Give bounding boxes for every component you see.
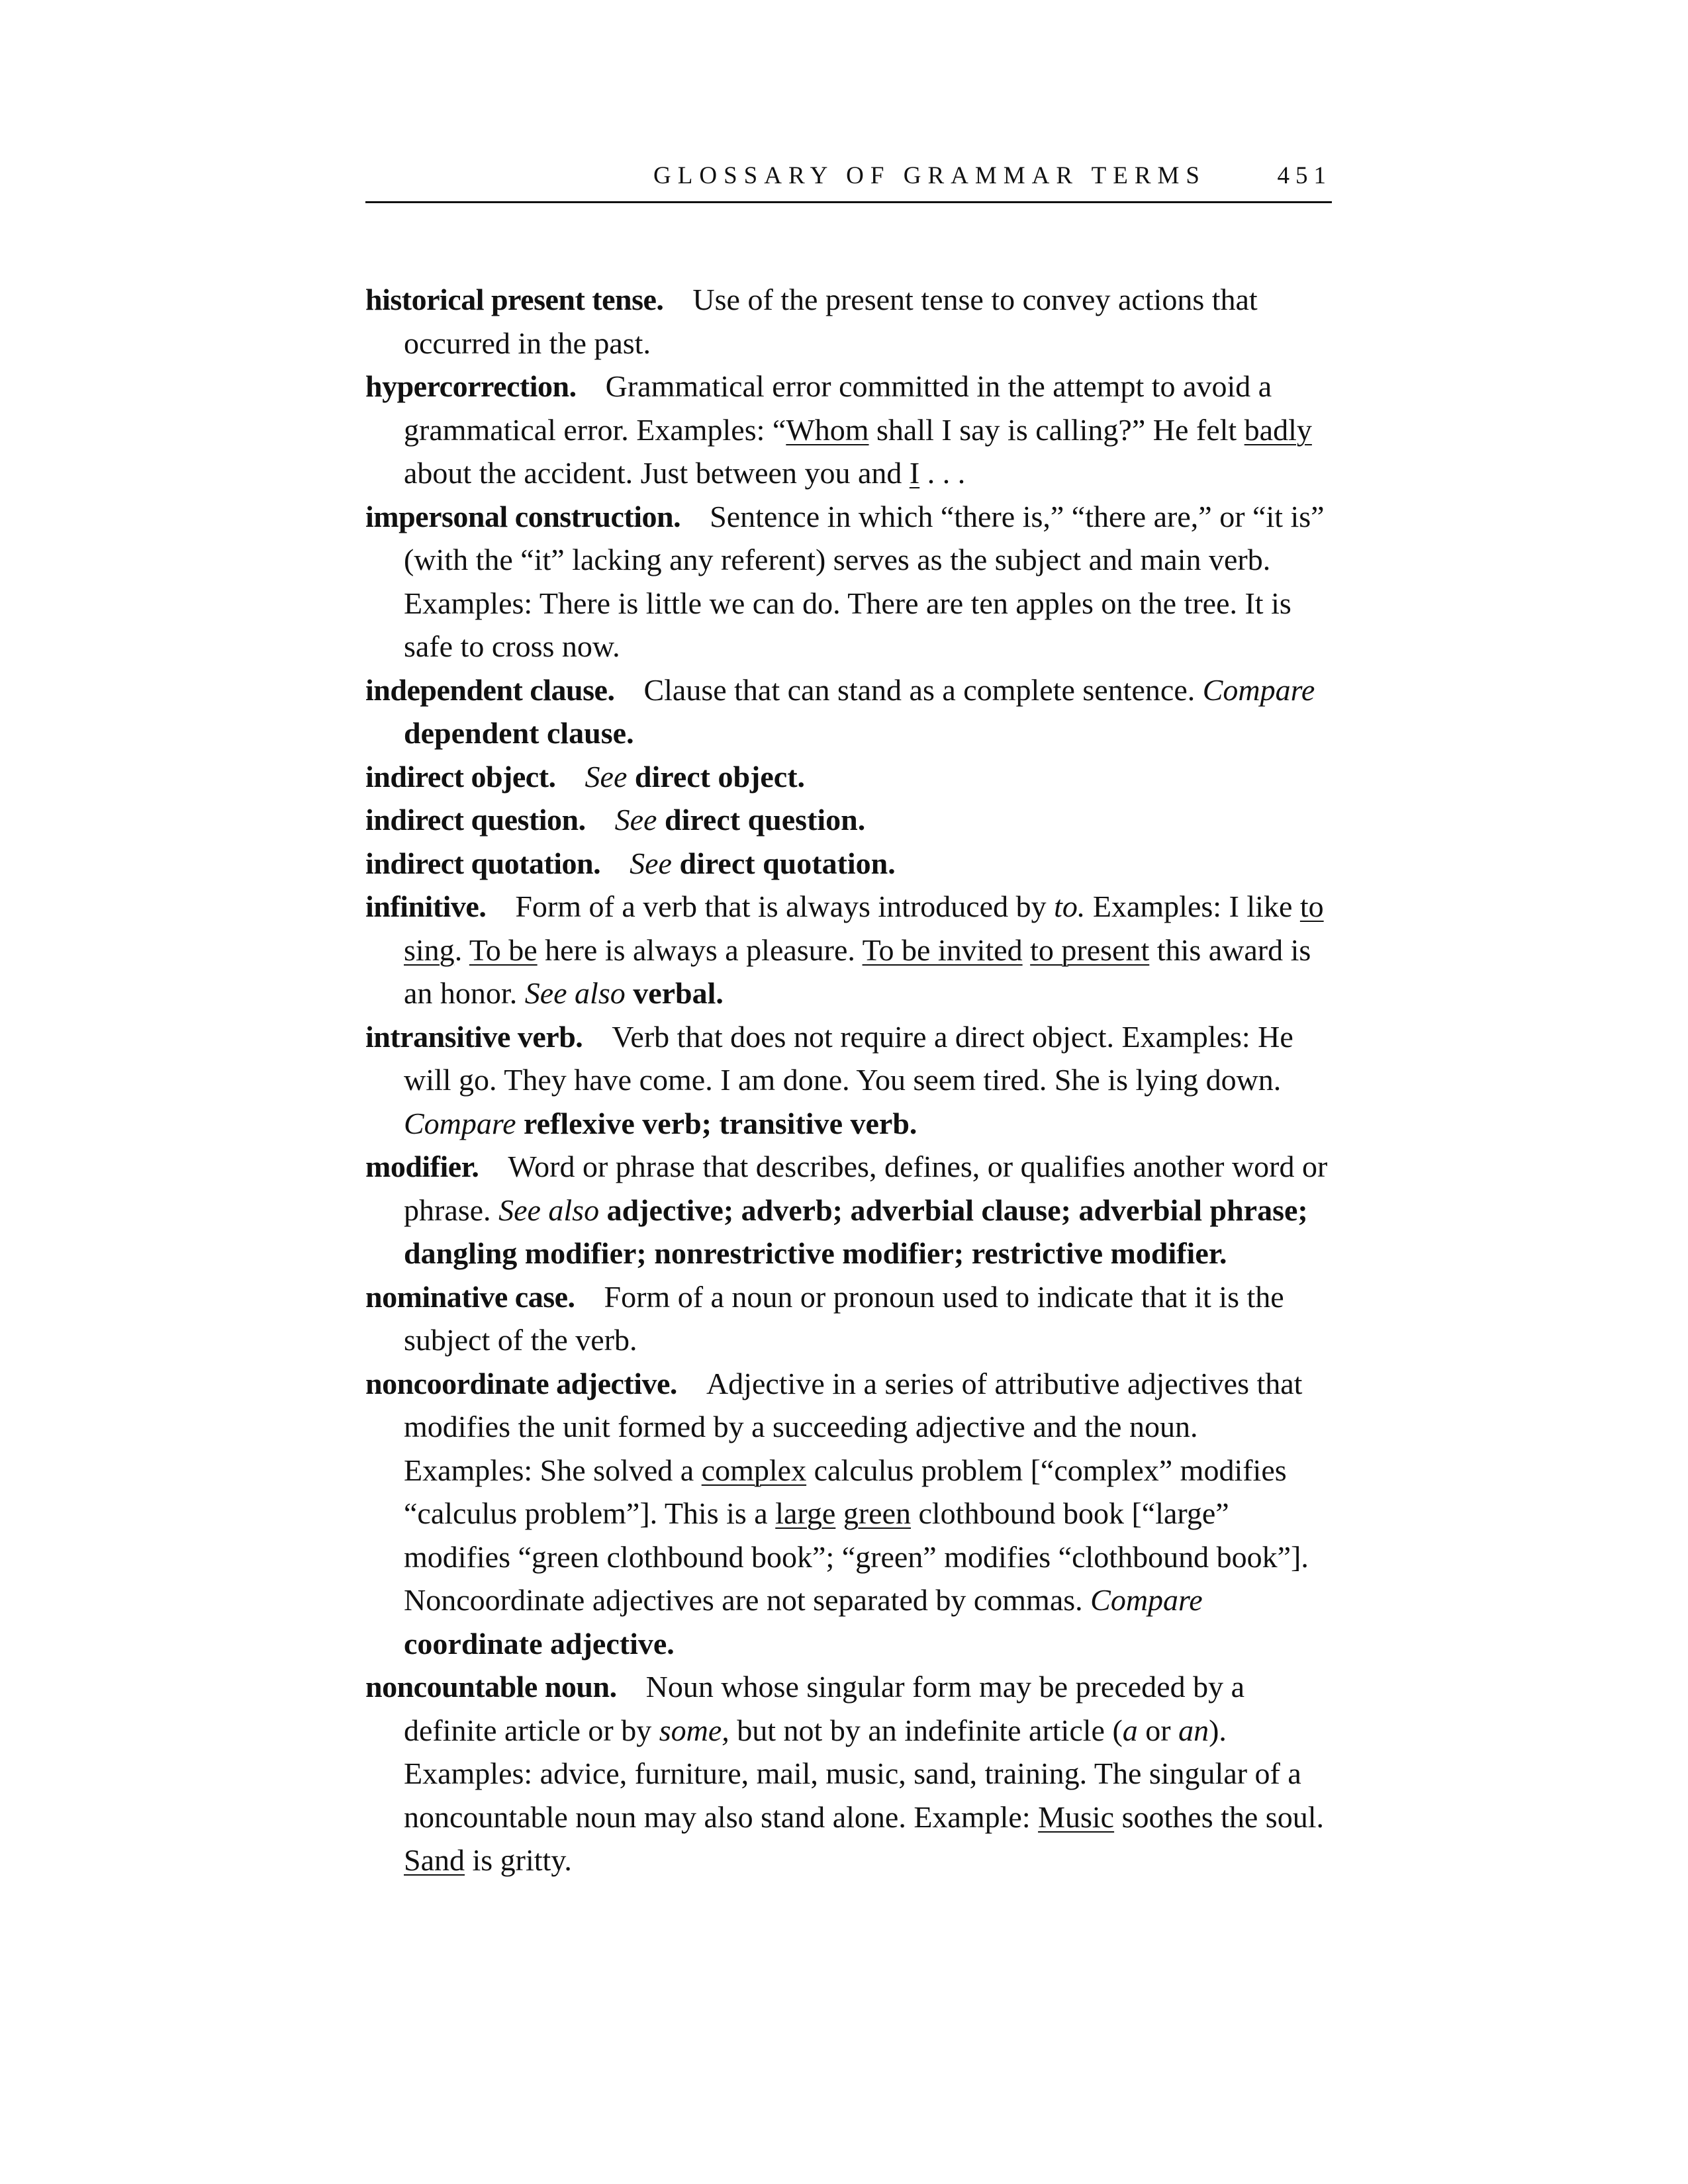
entry-term: indirect question. [365, 803, 586, 837]
cross-reference-label: See [630, 846, 672, 880]
entry-term: independent clause. [365, 672, 615, 707]
glossary-entry [365, 755, 1333, 799]
entry-definition: Use of the present tense to convey actions that occurred in the past. [404, 283, 1258, 360]
cross-reference-term: reflexive verb; transitive verb. [524, 1106, 917, 1140]
entry-definition: Grammatical error committed in the attempt to avoid a grammatical error. Examples: “ [404, 369, 1272, 447]
entry-term: impersonal construction. [365, 499, 681, 533]
entry-term: hypercorrection. [365, 369, 577, 403]
entry-definition: Clause that can stand as a complete sentence. [643, 672, 1203, 707]
cross-reference-label: See also [498, 1193, 600, 1227]
example-underlined: To be [469, 933, 538, 967]
glossary-entries [365, 278, 1333, 1882]
glossary-entry [365, 842, 1333, 886]
glossary-entry [365, 1145, 1333, 1275]
cross-reference-label: Compare [404, 1106, 516, 1140]
running-head-title: GLOSSARY OF GRAMMAR TERMS [653, 162, 1206, 189]
entry-definition: about the accident. Just between you and [404, 456, 910, 490]
glossary-entry [365, 1015, 1333, 1146]
example-underlined: Sand [404, 1843, 465, 1877]
glossary-entry: infinitive. Form of a verb that is always introduced by to. Examples: I like to sing. To be here is always a pleasure. To be invited to present this award is an honor. See also verbal. [365, 889, 1324, 1010]
entry-definition: Examples: I like [1085, 889, 1300, 923]
entry-term: historical present tense. [365, 283, 664, 316]
italic-word: to. [1054, 889, 1086, 923]
cross-reference-label: See [585, 759, 628, 794]
glossary-entry [365, 798, 1333, 842]
entry-term: indirect quotation. [365, 846, 601, 880]
entry-definition: soothes the soul. [1114, 1799, 1324, 1834]
glossary-entry [365, 1275, 1333, 1362]
entry-definition: Form of a noun or pronoun used to indicate that it is the subject of the verb. [404, 1279, 1284, 1357]
cross-reference-term: direct question. [664, 803, 866, 837]
cross-reference-label: Compare [1090, 1583, 1203, 1617]
entry-term: infinitive. [365, 889, 487, 923]
example-underlined: large [775, 1496, 836, 1530]
entry-term: nominative case. [365, 1279, 575, 1314]
entry-definition: clothbound book [“large” modifies “green clothbound book”; “green” modifies “clothbound book”]. Noncoordinate adjectives are not separated by commas. [404, 1496, 1309, 1617]
cross-reference-label: See also [524, 976, 626, 1010]
example-underlined: to present [1030, 933, 1150, 967]
entry-definition: Noun whose singular form may be preceded by a definite article or by [404, 1670, 1244, 1747]
entry-definition: here is always a pleasure. [537, 933, 863, 967]
example-underlined: complex [701, 1453, 807, 1487]
entry-definition: Verb that does not require a direct object. Examples: He will go. They have come. I am done. You seem tired. She is lying down. [404, 1019, 1293, 1097]
entry-term: noncountable noun. [365, 1670, 617, 1704]
example-underlined: green [843, 1496, 911, 1530]
entry-term: modifier. [365, 1150, 479, 1183]
glossary-entry [365, 1362, 1333, 1666]
glossary-entry [365, 365, 1333, 495]
entry-definition: this award is an honor. [404, 933, 1311, 1010]
italic-word: an [1178, 1713, 1209, 1747]
example-underlined: badly [1244, 412, 1312, 447]
cross-reference-label: Compare [1202, 672, 1315, 707]
cross-reference-label: See [614, 803, 657, 837]
entry-definition: but not by an indefinite article ( [729, 1713, 1123, 1747]
cross-reference-term: direct object. [634, 759, 806, 794]
example-underlined: Whom [786, 412, 869, 447]
example-underlined: I [909, 456, 920, 490]
cross-reference-term: direct quotation. [679, 846, 896, 880]
entry-term: noncoordinate adjective. [365, 1366, 677, 1400]
glossary-entry [365, 495, 1333, 668]
entry-definition: calculus problem [“complex” modifies “calculus problem”]. This is a [404, 1453, 1287, 1530]
entry-definition: Word or phrase that describes, defines, or qualifies another word or phrase. [404, 1150, 1328, 1227]
example-underlined: to sing [404, 889, 1324, 967]
example-underlined: Music [1038, 1799, 1115, 1834]
entry-term: intransitive verb. [365, 1019, 583, 1054]
italic-word: a [1122, 1713, 1138, 1747]
entry-definition: Sentence in which “there is,” “there are,” or “it is” (with the “it” lacking any referent) serves as the subject and main verb. Examples: There is little we can do. There are ten apples on the tree. It is safe to cross now. [404, 499, 1325, 663]
example-underlined: To be invited [862, 933, 1023, 967]
cross-reference-term: adjective; adverb; adverbial clause; adverbial phrase; dangling modifier; nonrestrictive modifier; restrictive modifier. [404, 1193, 1308, 1270]
cross-reference-term: verbal. [633, 976, 724, 1010]
entry-definition: ). Examples: advice, furniture, mail, music, sand, training. The singular of a noncountable noun may also stand alone. Example: [404, 1713, 1301, 1834]
cross-reference-term: dependent clause. [404, 716, 634, 750]
entry-definition: Adjective in a series of attributive adjectives that modifies the unit formed by a succeeding adjective and the noun. Examples: She solved a [404, 1366, 1303, 1487]
entry-term: indirect object. [365, 759, 556, 794]
italic-word: some, [659, 1713, 729, 1747]
glossary-entry: noncountable noun. Noun whose singular form may be preceded by a definite article or by some, but not by an indefinite article (a or an). Examples: advice, furniture, mail, music, sand, training. The singular of a noncountable noun may also stand alone. Example: Music soothes the soul. Sand is gritty. [365, 1670, 1324, 1877]
entry-definition: Form of a verb that is always introduced by [515, 889, 1055, 923]
glossary-entry [365, 278, 1333, 365]
entry-definition: is gritty. [465, 1843, 572, 1877]
entry-definition: shall I say is calling?” He felt [868, 412, 1244, 447]
cross-reference-term: coordinate adjective. [404, 1626, 675, 1661]
page-number: 451 [1277, 162, 1332, 189]
running-head [365, 161, 1332, 203]
entry-definition: . . . [919, 456, 966, 490]
glossary-entry [365, 668, 1333, 755]
